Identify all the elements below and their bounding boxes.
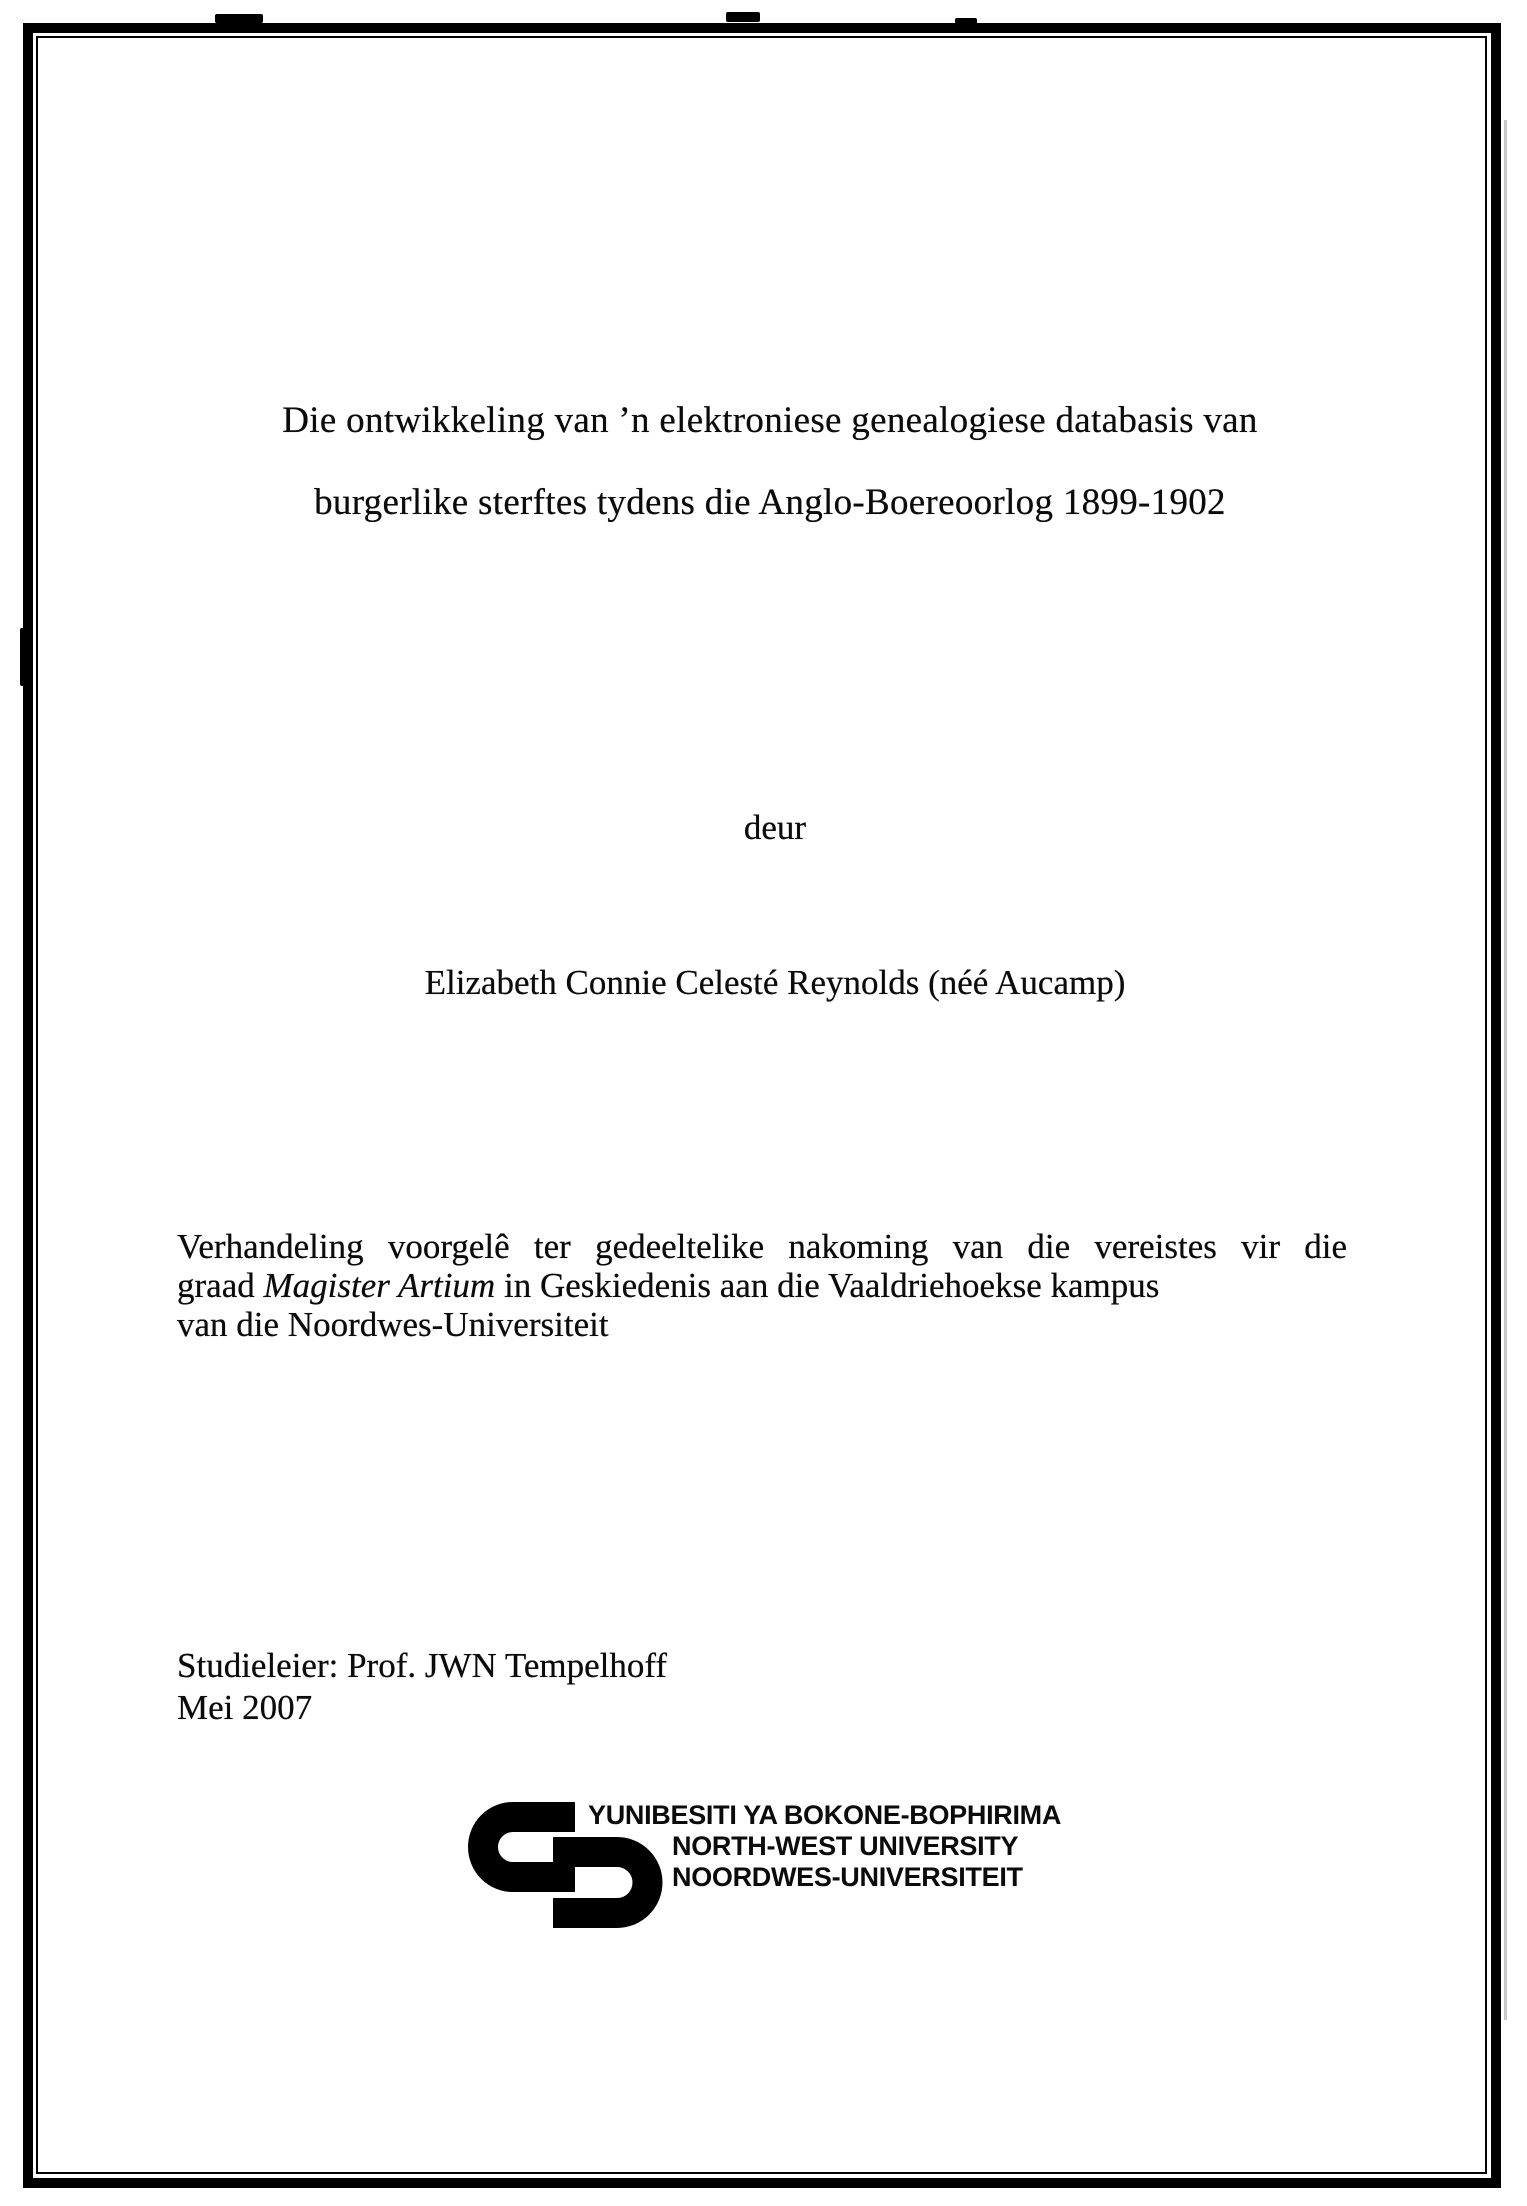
author-name: Elizabeth Connie Celesté Reynolds (néé Aucamp) bbox=[424, 963, 1126, 1002]
scan-artifact bbox=[955, 18, 977, 24]
thesis-title bbox=[190, 380, 1350, 544]
scan-artifact bbox=[20, 628, 33, 686]
degree-statement-line3: van die Noordwes-Universiteit bbox=[177, 1305, 609, 1344]
degree-statement bbox=[177, 1227, 1347, 1344]
degree-statement-line2-suffix: in Geskiedenis aan die Vaaldriehoekse kampus bbox=[495, 1266, 1160, 1305]
logo-line-english: NORTH-WEST UNIVERSITY bbox=[672, 1831, 1019, 1861]
degree-statement-line1: Verhandeling voorgelê ter gedeeltelike nakoming van die vereistes vir die bbox=[177, 1227, 1347, 1266]
thesis-title-line1: Die ontwikkeling van ’n elektroniese genealogiese databasis van bbox=[282, 400, 1258, 441]
supervisor-line: Studieleier: Prof. JWN Tempelhoff bbox=[177, 1646, 668, 1685]
university-logo bbox=[468, 1800, 1108, 1935]
scan-artifact bbox=[215, 14, 263, 23]
degree-statement-line2 bbox=[177, 1266, 1347, 1305]
byline-deur: deur bbox=[743, 808, 807, 847]
date-line: Mei 2007 bbox=[177, 1688, 313, 1727]
university-logo-text bbox=[588, 1800, 1108, 1893]
degree-name-italic: Magister Artium bbox=[263, 1266, 496, 1305]
logo-line-setswana: YUNIBESITI YA BOKONE-BOPHIRIMA bbox=[588, 1800, 1062, 1830]
scan-artifact bbox=[726, 12, 760, 22]
thesis-title-line2: burgerlike sterftes tydens die Anglo-Boereoorlog 1899-1902 bbox=[314, 482, 1226, 523]
degree-statement-line2-prefix: graad bbox=[177, 1266, 264, 1305]
logo-line-afrikaans: NOORDWES-UNIVERSITEIT bbox=[672, 1862, 1023, 1892]
supervisor-block bbox=[177, 1645, 667, 1729]
scan-edge-streak bbox=[1504, 120, 1507, 2020]
